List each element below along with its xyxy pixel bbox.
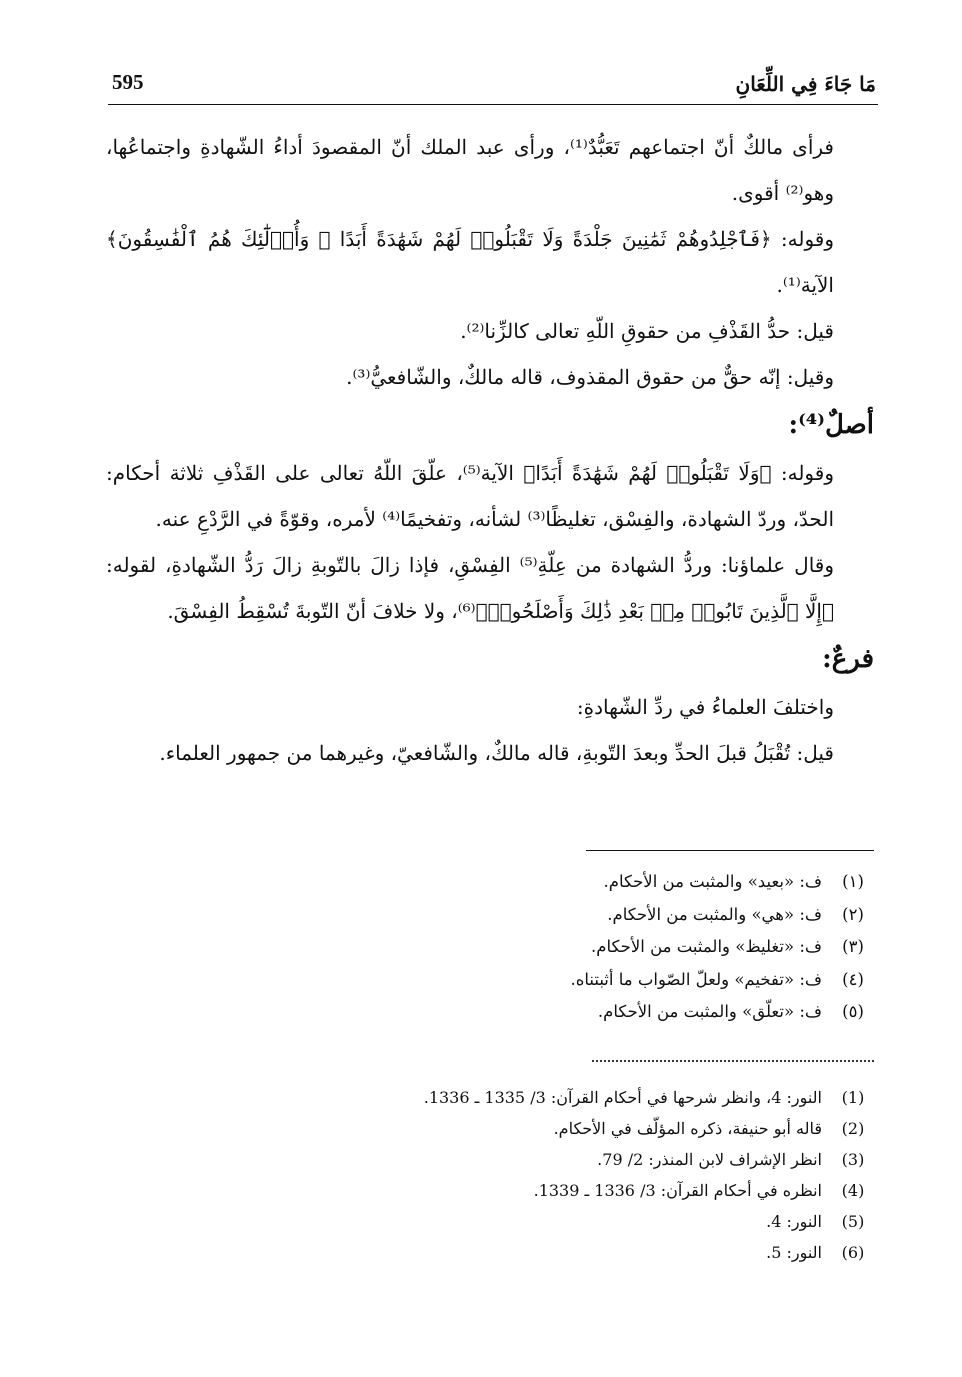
footnote-number: (2) (841, 1119, 865, 1138)
footnote (570, 866, 874, 899)
footnote-text: انظره في أحكام القرآن: 3/ 1336 ـ 1339. (533, 1181, 822, 1200)
footnote-text: انظر الإشراف لابن المنذر: 2/ 79. (597, 1150, 822, 1169)
footnote (570, 931, 874, 964)
footnote-number: (3) (841, 1150, 865, 1169)
footnote-number: (4) (841, 1181, 865, 1200)
footnote-text: ف: «تغليظ» والمثبت من الأحكام. (591, 937, 822, 956)
paragraph: وقوله: ﴿وَلَا تَقْبَلُوا۟ لَهُمْ شَهَٰدَةً أَبَدًا﴾ الآية⁽⁵⁾، علّقَ اللّهُ تعالى على القَذْفِ ثلاثة أحكام: الحدّ، وردّ الشهادة، والفِسْق، تغليظًا⁽³⁾ لشأنه، وتفخيمًا⁽⁴⁾ لأمره، وقوّةً في الرَّدْعِ عنه. (106, 461, 834, 531)
main-text (106, 124, 874, 776)
footnote-text: قاله أبو حنيفة، ذكره المؤلّف في الأحكام. (553, 1119, 822, 1138)
paragraph: وقيل: إنّه حقٌّ من حقوق المقذوف، قاله مالكٌ، والشّافعيُّ⁽³⁾. (346, 365, 834, 389)
footnote (424, 1175, 874, 1206)
footnote-text: النور: 4. (766, 1212, 822, 1231)
paragraph: واختلفَ العلماءُ في ردِّ الشّهادةِ: (576, 695, 834, 719)
footnote-text: ف: «هي» والمثبت من الأحكام. (607, 904, 822, 924)
footnote-number: (6) (841, 1243, 865, 1262)
footnote-text: ف: «بعيد» والمثبت من الأحكام. (603, 872, 822, 891)
paragraph: قيل: تُقْبَلُ قبلَ الحدِّ وبعدَ التّوبةِ، قاله مالكٌ، والشّافعيّ، وغيرهما من جمهور العلماء. (159, 741, 834, 765)
footnote-number: (1) (841, 1088, 865, 1107)
section-heading: فرعٌ: (822, 644, 874, 674)
reference-footnotes (424, 1082, 874, 1268)
footnote (424, 1206, 874, 1237)
footnote-number: (١) (842, 872, 864, 891)
footnote-number: (٢) (842, 904, 864, 924)
running-title: مَا جَاءَ فِي اللِّعَانِ (735, 72, 876, 96)
paragraph: وقوله: ﴿فَٱجْلِدُوهُمْ ثَمَٰنِينَ جَلْدَةً وَلَا تَقْبَلُوا۟ لَهُمْ شَهَٰدَةً أَبَدًا ۚ وَأُو۟لَٰٓئِكَ هُمُ ٱلْفَٰسِقُونَ﴾ الآية⁽¹⁾. (106, 227, 834, 297)
manuscript-footnotes (570, 866, 874, 1029)
footnote (424, 1144, 874, 1175)
footnote-number: (5) (841, 1212, 865, 1231)
page-header (108, 70, 878, 105)
footnote (570, 899, 874, 932)
footnote-number: (٣) (842, 937, 864, 956)
footnote-separator (586, 850, 874, 851)
page-number: 595 (112, 70, 144, 94)
footnote-text: ف: «تفخيم» ولعلّ الصّواب ما أثبتناه. (570, 969, 822, 989)
paragraph: وقال علماؤنا: وردُّ الشهادة من عِلّةِ⁽⁵⁾ الفِسْقِ، فإذا زالَ بالتّوبةِ زالَ رَدُّ الشّهادةِ، لقوله: ﴿إِلَّا ٱلَّذِينَ تَابُوا۟ مِنۢ بَعْدِ ذَٰلِكَ وَأَصْلَحُوا۟﴾⁽⁶⁾، ولا خلافَ أنّ التّوبةَ تُسْقِطُ الفِسْقَ. (106, 553, 835, 623)
footnote-text: ف: «تعلّق» والمثبت من الأحكام. (597, 1002, 822, 1021)
footnote (424, 1237, 874, 1268)
section-heading: أصلٌ⁽⁴⁾: (788, 410, 874, 440)
footnote (570, 964, 874, 997)
footnote-number: (٥) (842, 1002, 864, 1021)
footnote-text: النور: 4، وانظر شرحها في أحكام القرآن: 3/ 1335 ـ 1336. (423, 1088, 822, 1107)
footnote-text: النور: 5. (766, 1243, 822, 1262)
paragraph: فرأى مالكٌ أنّ اجتماعهم تَعَبُّدٌ⁽¹⁾، ورأى عبد الملك أنّ المقصودَ أداءُ الشّهادةِ واجتماعُها، وهو⁽²⁾ أقوى. (106, 135, 834, 205)
paragraph: قيل: حدُّ القَذْفِ من حقوقِ اللّهِ تعالى كالزِّنا⁽²⁾. (460, 319, 834, 343)
dotted-separator (592, 1048, 874, 1062)
footnote (424, 1082, 874, 1113)
footnote (424, 1113, 874, 1144)
footnote (570, 996, 874, 1029)
footnote-number: (٤) (842, 969, 864, 989)
